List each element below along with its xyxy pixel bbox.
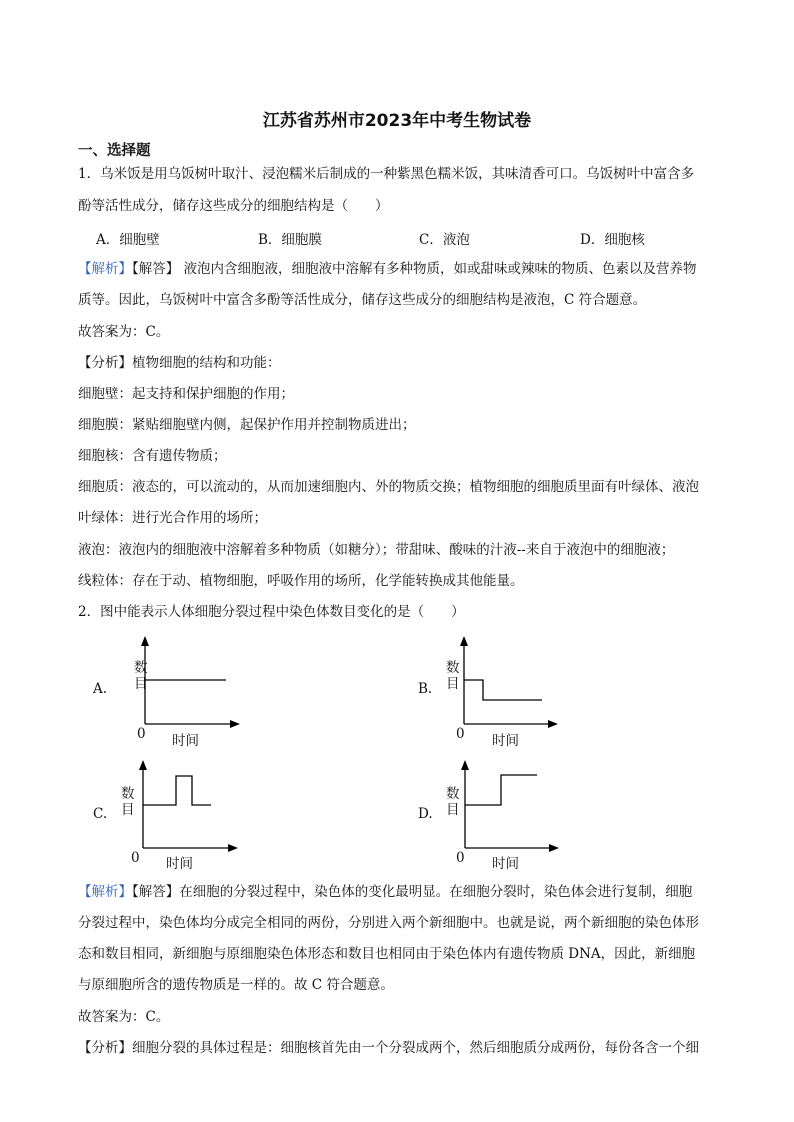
analysis-tag: 【解析】 bbox=[78, 884, 132, 900]
page-title: 江苏省苏州市2023年中考生物试卷 bbox=[262, 111, 532, 131]
q2-option-b-label: B. bbox=[418, 681, 433, 697]
q2-analysis-line-1: 【解析】【解答】在细胞的分裂过程中，染色体的变化最明显。在细胞分裂时，染色体会进行复制，细胞 bbox=[78, 884, 693, 900]
q1-fenxi-line-4: 细胞核：含有遗传物质； bbox=[78, 448, 227, 464]
q1-stem-line-1: 1．乌米饭是用乌饭树叶取汁、浸泡糯米后制成的一种紫黑色糯米饭，其味清香可口。乌饭树叶中富含多 bbox=[78, 166, 695, 182]
graph-a-y-label: 数目 bbox=[134, 660, 148, 692]
graph-c-curve bbox=[143, 776, 211, 805]
graph-d-x-label: 时间 bbox=[492, 856, 519, 872]
graph-b-y-label: 数目 bbox=[446, 660, 460, 692]
q1-option-c: C．液泡 bbox=[419, 232, 470, 248]
q1-fenxi-line-1: 【分析】植物细胞的结构和功能： bbox=[78, 355, 281, 371]
q1-fenxi-line-6: 叶绿体：进行光合作用的场所； bbox=[78, 510, 267, 526]
q2-analysis-line-3: 态和数目相同，新细胞与原细胞染色体形态和数目也相同由于染色体内有遗传物质 DNA，因此，新细胞 bbox=[78, 946, 696, 962]
graph-d-curve bbox=[465, 775, 537, 805]
graph-b-origin: 0 bbox=[456, 726, 465, 742]
graph-a-x-label: 时间 bbox=[172, 733, 199, 749]
graph-d-origin: 0 bbox=[456, 850, 465, 866]
q2-analysis-line-2: 分裂过程中，染色体均分成完全相同的两份，分别进入两个新细胞中。也就是说，两个新细胞的染色体形 bbox=[78, 915, 699, 931]
graph-d-y-arrow bbox=[461, 760, 469, 770]
q2-stem: 2．图中能表示人体细胞分裂过程中染色体数目变化的是（ ） bbox=[78, 604, 465, 620]
q1-analysis-line-2: 质等。因此，乌饭树叶中富含多酚等活性成分，储存这些成分的细胞结构是液泡，C 符合题意。 bbox=[78, 292, 647, 308]
graph-b-curve bbox=[464, 680, 542, 700]
q1-fenxi-line-7: 液泡：液泡内的细胞液中溶解着多种物质（如糖分）；带甜味、酸味的汁液--来自于液泡中的细胞液； bbox=[78, 542, 675, 558]
graph-a-y-arrow bbox=[141, 636, 149, 646]
graph-a-x-arrow bbox=[230, 720, 240, 728]
graph-b-y-arrow bbox=[460, 636, 468, 646]
q1-analysis-line-1: 【解析】【解答】 液泡内含细胞液，细胞液中溶解有多种物质，如或甜味或辣味的物质、色素以及营养物 bbox=[78, 261, 697, 277]
q1-fenxi-line-2: 细胞壁：起支持和保护细胞的作用； bbox=[78, 386, 294, 402]
q1-fenxi-line-5: 细胞质：液态的，可以流动的，从而加速细胞内、外的物质交换；植物细胞的细胞质里面有叶绿体、液泡 bbox=[78, 479, 699, 495]
graph-c-x-arrow bbox=[228, 844, 238, 852]
graph-d-y-label: 数目 bbox=[446, 786, 460, 818]
q2-option-d-label: D. bbox=[418, 806, 433, 822]
q2-fenxi-line-1: 【分析】细胞分裂的具体过程是：细胞核首先由一个分裂成两个，然后细胞质分成两份，每份各含一个细 bbox=[78, 1040, 699, 1056]
q2-option-a-label: A. bbox=[93, 681, 108, 697]
graph-c-y-label: 数目 bbox=[121, 786, 135, 818]
q1-fenxi-line-3: 细胞膜：紧贴细胞壁内侧，起保护作用并控制物质进出； bbox=[78, 417, 416, 433]
q1-option-b: B．细胞膜 bbox=[258, 232, 322, 248]
q1-stem-line-2: 酚等活性成分，储存这些成分的细胞结构是（ ） bbox=[78, 198, 389, 214]
graph-a-origin: 0 bbox=[137, 726, 146, 742]
section-heading: 一、选择题 bbox=[78, 143, 151, 159]
graph-b-x-arrow bbox=[548, 720, 558, 728]
graph-c-x-label: 时间 bbox=[166, 856, 193, 872]
q2-analysis-line-4: 与原细胞所含的遗传物质是一样的。故 C 符合题意。 bbox=[78, 977, 394, 993]
q1-answer: 故答案为：C。 bbox=[78, 324, 170, 340]
q2-answer: 故答案为：C。 bbox=[78, 1009, 170, 1025]
analysis-tag: 【解析】 bbox=[78, 261, 132, 277]
graph-c-y-arrow bbox=[139, 760, 147, 770]
graph-d-x-arrow bbox=[549, 844, 559, 852]
q1-fenxi-line-8: 线粒体：存在于动、植物细胞，呼吸作用的场所，化学能转换成其他能量。 bbox=[78, 573, 524, 589]
q1-option-d: D．细胞核 bbox=[580, 232, 645, 248]
q1-option-a: A．细胞壁 bbox=[96, 232, 160, 248]
q2-option-c-label: C. bbox=[93, 806, 108, 822]
graph-c-origin: 0 bbox=[131, 850, 140, 866]
graph-b-x-label: 时间 bbox=[492, 733, 519, 749]
